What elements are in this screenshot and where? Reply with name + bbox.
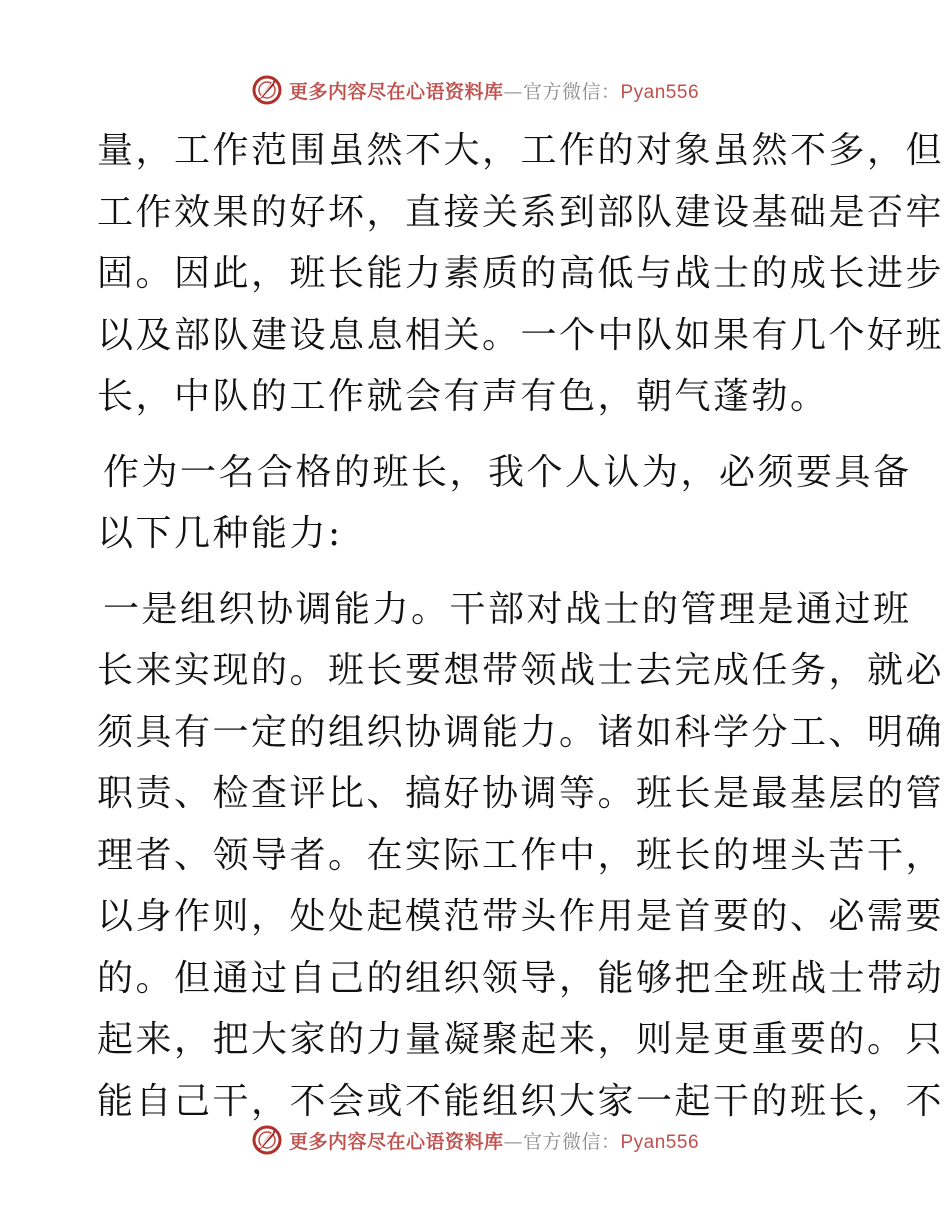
text-line: 长来实现的。班长要想带领战士去完成任务，就必 xyxy=(97,650,945,691)
text-line: 能自己干，不会或不能组织大家一起干的班长，不 xyxy=(97,1080,945,1122)
footer-banner xyxy=(0,1120,950,1160)
text-line: 的。但通过自己的组织领导，能够把全班战士带动 xyxy=(97,957,945,999)
wechat-id: Pyan556 xyxy=(620,81,700,103)
text-line: 以及部队建设息息相关。一个中队如果有几个好班 xyxy=(97,314,945,356)
paragraph-3 xyxy=(97,579,945,1133)
feather-logo-icon xyxy=(251,74,283,106)
footer-banner-text xyxy=(289,1127,699,1154)
text-line: 工作效果的好坏，直接关系到部队建设基础是否牢 xyxy=(97,191,945,233)
banner-separator: — xyxy=(503,80,523,103)
wechat-id: Pyan556 xyxy=(620,1131,700,1153)
text-line: 一是组织协调能力。干部对战士的管理是通过班 xyxy=(103,588,912,630)
feather-logo-icon xyxy=(251,1124,283,1156)
document-body xyxy=(97,120,945,1132)
text-line: 以下几种能力: xyxy=(97,513,343,554)
text-line: 起来，把大家的力量凝聚起来，则是更重要的。只 xyxy=(97,1019,945,1060)
text-line: 长，中队的工作就会有声有色，朝气蓬勃。 xyxy=(97,376,829,417)
text-line: 作为一名合格的班长，我个人认为，必须要具备 xyxy=(103,451,912,493)
paragraph-2 xyxy=(97,442,912,565)
wechat-label: 官方微信： xyxy=(522,80,621,103)
site-name: 更多内容尽在心语资料库 xyxy=(288,80,504,103)
text-line: 固。因此，班长能力素质的高低与战士的成长进步 xyxy=(97,253,945,294)
text-line: 理者、领导者。在实际工作中，班长的埋头苦干， xyxy=(97,834,945,876)
text-line: 量，工作范围虽然不大，工作的对象虽然不多，但 xyxy=(97,130,945,171)
banner-separator: — xyxy=(503,1130,523,1153)
text-line: 职责、检查评比、搞好协调等。班长是最基层的管 xyxy=(97,773,945,814)
header-banner xyxy=(0,70,950,110)
footer-banner-content xyxy=(251,1124,699,1156)
header-banner-text xyxy=(289,77,699,104)
site-name: 更多内容尽在心语资料库 xyxy=(288,1130,504,1153)
wechat-label: 官方微信： xyxy=(522,1130,621,1153)
header-banner-content xyxy=(251,74,699,106)
paragraph-1 xyxy=(97,120,945,428)
text-line: 须具有一定的组织协调能力。诸如科学分工、明确 xyxy=(97,711,945,753)
text-line: 以身作则，处处起模范带头作用是首要的、必需要 xyxy=(97,896,945,937)
